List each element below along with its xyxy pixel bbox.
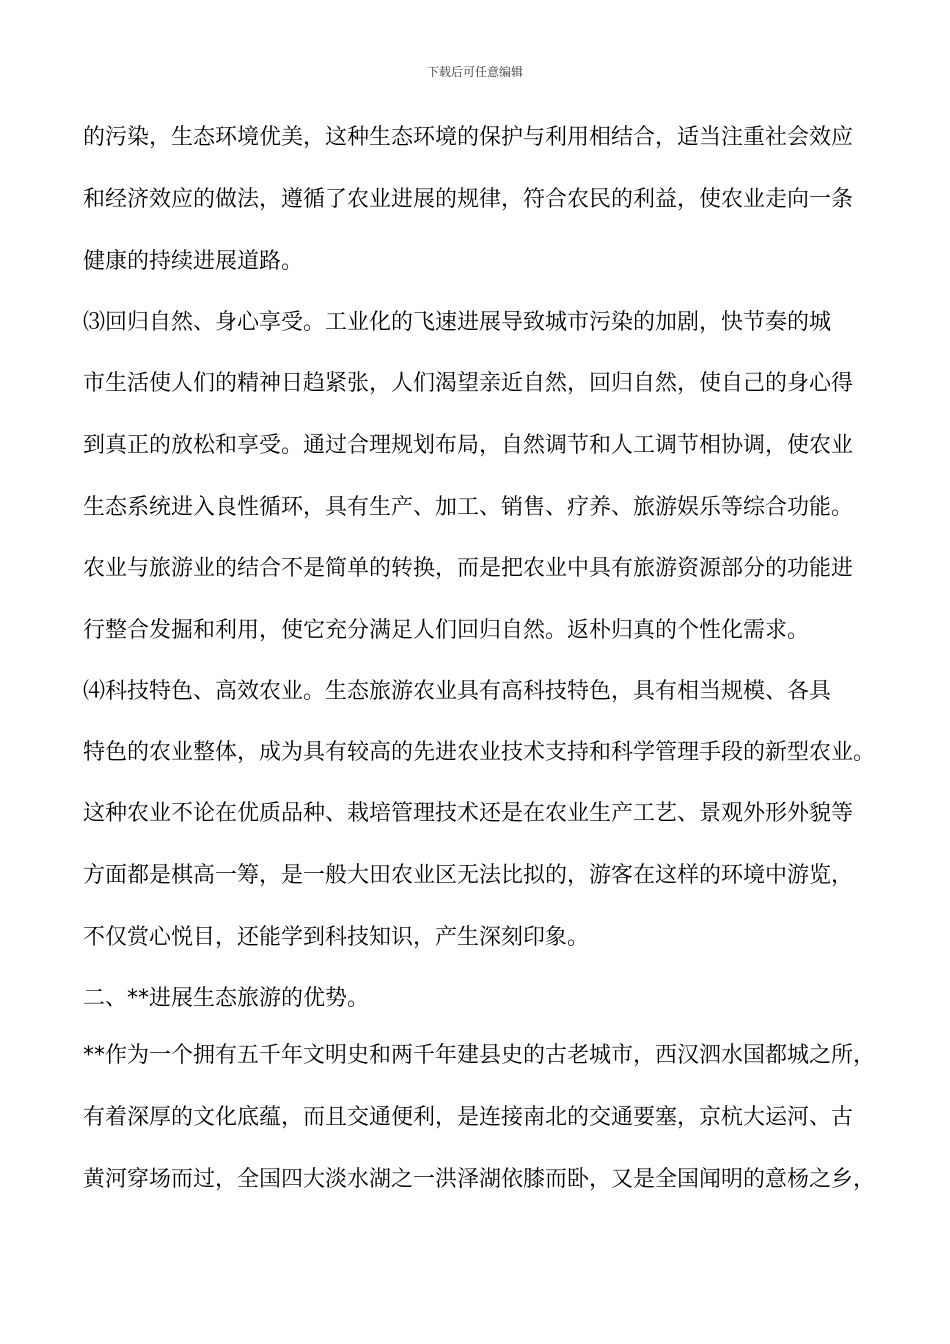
- text-line: 到真正的放松和享受。通过合理规划布局，自然调节和人工调节相协调，使农业: [83, 433, 854, 458]
- text-line: 不仅赏心悦目，还能学到科技知识，产生深刻印象。: [83, 925, 590, 950]
- text-line: 黄河穿场而过，全国四大淡水湖之一洪泽湖依膝而卧，又是全国闻明的意杨之乡，: [83, 1167, 876, 1192]
- text-line: 有着深厚的文化底蕴，而且交通便利，是连接南北的交通要塞，京杭大运河、古: [83, 1105, 854, 1130]
- text-line: 二、**进展生态旅游的优势。: [83, 986, 370, 1011]
- text-line: 健康的持续进展道路。: [83, 249, 304, 274]
- text-line: 生态系统进入良性循环，具有生产、加工、销售、疗养、旅游娱乐等综合功能。: [83, 495, 854, 520]
- text-line: 特色的农业整体，成为具有较高的先进农业技术支持和科学管理手段的新型农业。: [83, 740, 876, 765]
- text-line: 这种农业不论在优质品种、栽培管理技术还是在农业生产工艺、景观外形外貌等: [83, 801, 854, 826]
- text-line: 方面都是棋高一筹，是一般大田农业区无法比拟的，游客在这样的环境中游览，: [83, 863, 854, 888]
- page-header: 下载后可任意编辑: [426, 65, 523, 79]
- text-line: ⑷科技特色、高效农业。生态旅游农业具有高科技特色，具有相当规模、各具: [83, 679, 832, 704]
- text-line: 市生活使人们的精神日趋紧张，人们渴望亲近自然，回归自然，使自己的身心得: [83, 371, 854, 396]
- text-line: 的污染，生态环境优美，这种生态环境的保护与利用相结合，适当注重社会效应: [83, 125, 854, 150]
- text-line: 和经济效应的做法，遵循了农业进展的规律，符合农民的利益，使农业走向一条: [83, 187, 854, 212]
- text-line: 农业与旅游业的结合不是简单的转换，而是把农业中具有旅游资源部分的功能进: [83, 556, 854, 581]
- text-line: **作为一个拥有五千年文明史和两千年建县史的古老城市，西汉泗水国都城之所，: [83, 1043, 876, 1068]
- text-line: 行整合发掘和利用，使它充分满足人们回归自然。返朴归真的个性化需求。: [83, 618, 810, 643]
- text-line: ⑶回归自然、身心享受。工业化的飞速进展导致城市污染的加剧，快节奏的城: [83, 310, 832, 335]
